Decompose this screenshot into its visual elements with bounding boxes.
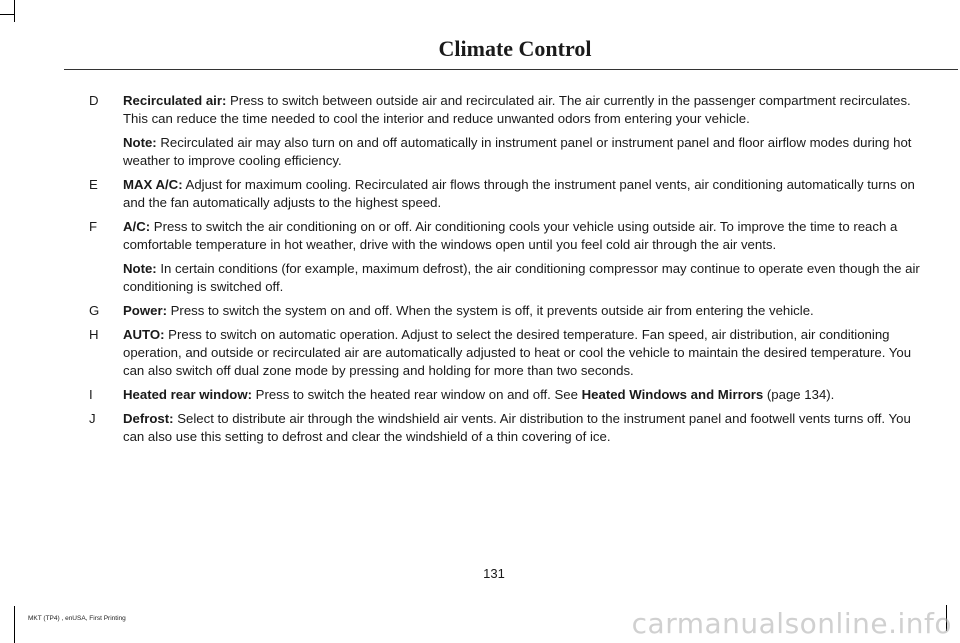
header-divider [64,69,958,70]
item-note [123,134,928,170]
note-text: Recirculated air may also turn on and off automatically in instrument panel or instrument panel and floor airflow modes during hot weather to improve cooling efficiency. [123,135,912,168]
item-body [123,326,928,380]
note-text: In certain conditions (for example, maximum defrost), the air conditioning compressor may continue to operate even though the air conditioning is switched off. [123,261,920,294]
page-title: Climate Control [438,36,592,61]
item-paragraph [123,326,928,380]
print-info: MKT (TP4) , enUSA, First Printing [28,615,126,622]
item-text: Press to switch the air conditioning on or off. Air conditioning cools your vehicle using outside air. To improve the time to reach a comfortable temperature in hot weather, drive with the windows open until you feel cold air through the air vents. [123,219,898,252]
item-body [123,218,928,296]
item-term: Recirculated air: [123,93,227,108]
item-body [123,302,928,320]
item-letter: I [89,387,93,402]
crop-mark-top-left-vertical [14,0,15,22]
item-body [123,386,928,404]
item-term: Power: [123,303,167,318]
item-term: Heated rear window: [123,387,252,402]
item-text-after: (page 134). [763,387,835,402]
item-letter: E [89,177,98,192]
list-item-d [62,92,928,170]
item-paragraph [123,176,928,212]
item-paragraph [123,386,928,404]
item-letter: F [89,219,98,234]
item-paragraph [123,410,928,446]
item-term: AUTO: [123,327,165,342]
item-text: Select to distribute air through the windshield air vents. Air distribution to the instrument panel and footwell vents turns off. You can also use this setting to defrost and clear the windshield of a thin covering of ice. [123,411,911,444]
item-body [123,410,928,446]
item-term: MAX A/C: [123,177,183,192]
watermark: carmanualsonline.info [631,607,952,640]
crop-mark-bottom-left-vertical [14,606,15,643]
item-text: Press to switch on automatic operation. Adjust to select the desired temperature. Fan speed, air distribution, air conditioning operation, and outside or recirculated air are automatically adjusted to heat or cool the vehicle to maintain the desired temperature. You can also switch off dual zone mode by pressing and holding for more than two seconds. [123,327,912,378]
page-number: 131 [483,566,505,581]
item-term: A/C: [123,219,151,234]
list-item-j [62,410,928,446]
list-item-f [62,218,928,296]
item-text: Press to switch the system on and off. When the system is off, it prevents outside air from entering the vehicle. [166,303,814,318]
item-text: Press to switch between outside air and recirculated air. The air currently in the passenger compartment recirculates. This can reduce the time needed to cool the interior and reduce unwanted odors from entering your vehicle. [123,93,911,126]
list-item-e [62,176,928,212]
item-letter: G [89,303,100,318]
item-letter: D [89,93,99,108]
item-body [123,176,928,212]
crop-mark-top-left-horizontal [0,14,14,15]
cross-reference-link[interactable]: Heated Windows and Mirrors [581,387,764,402]
note-term: Note: [123,261,157,276]
item-letter: J [89,411,96,426]
item-text: Adjust for maximum cooling. Recirculated air flows through the instrument panel vents, air conditioning automatically turns on and the fan automatically adjusts to the highest speed. [123,177,915,210]
item-note [123,260,928,296]
item-term: Defrost: [123,411,174,426]
item-text: Press to switch the heated rear window on and off. See [251,387,582,402]
list-item-i [62,386,928,404]
item-body [123,92,928,170]
list-item-h [62,326,928,380]
item-paragraph [123,92,928,128]
item-paragraph [123,302,928,320]
item-letter: H [89,327,99,342]
list-item-g [62,302,928,320]
item-paragraph [123,218,928,254]
note-term: Note: [123,135,157,150]
definition-list [62,92,928,452]
